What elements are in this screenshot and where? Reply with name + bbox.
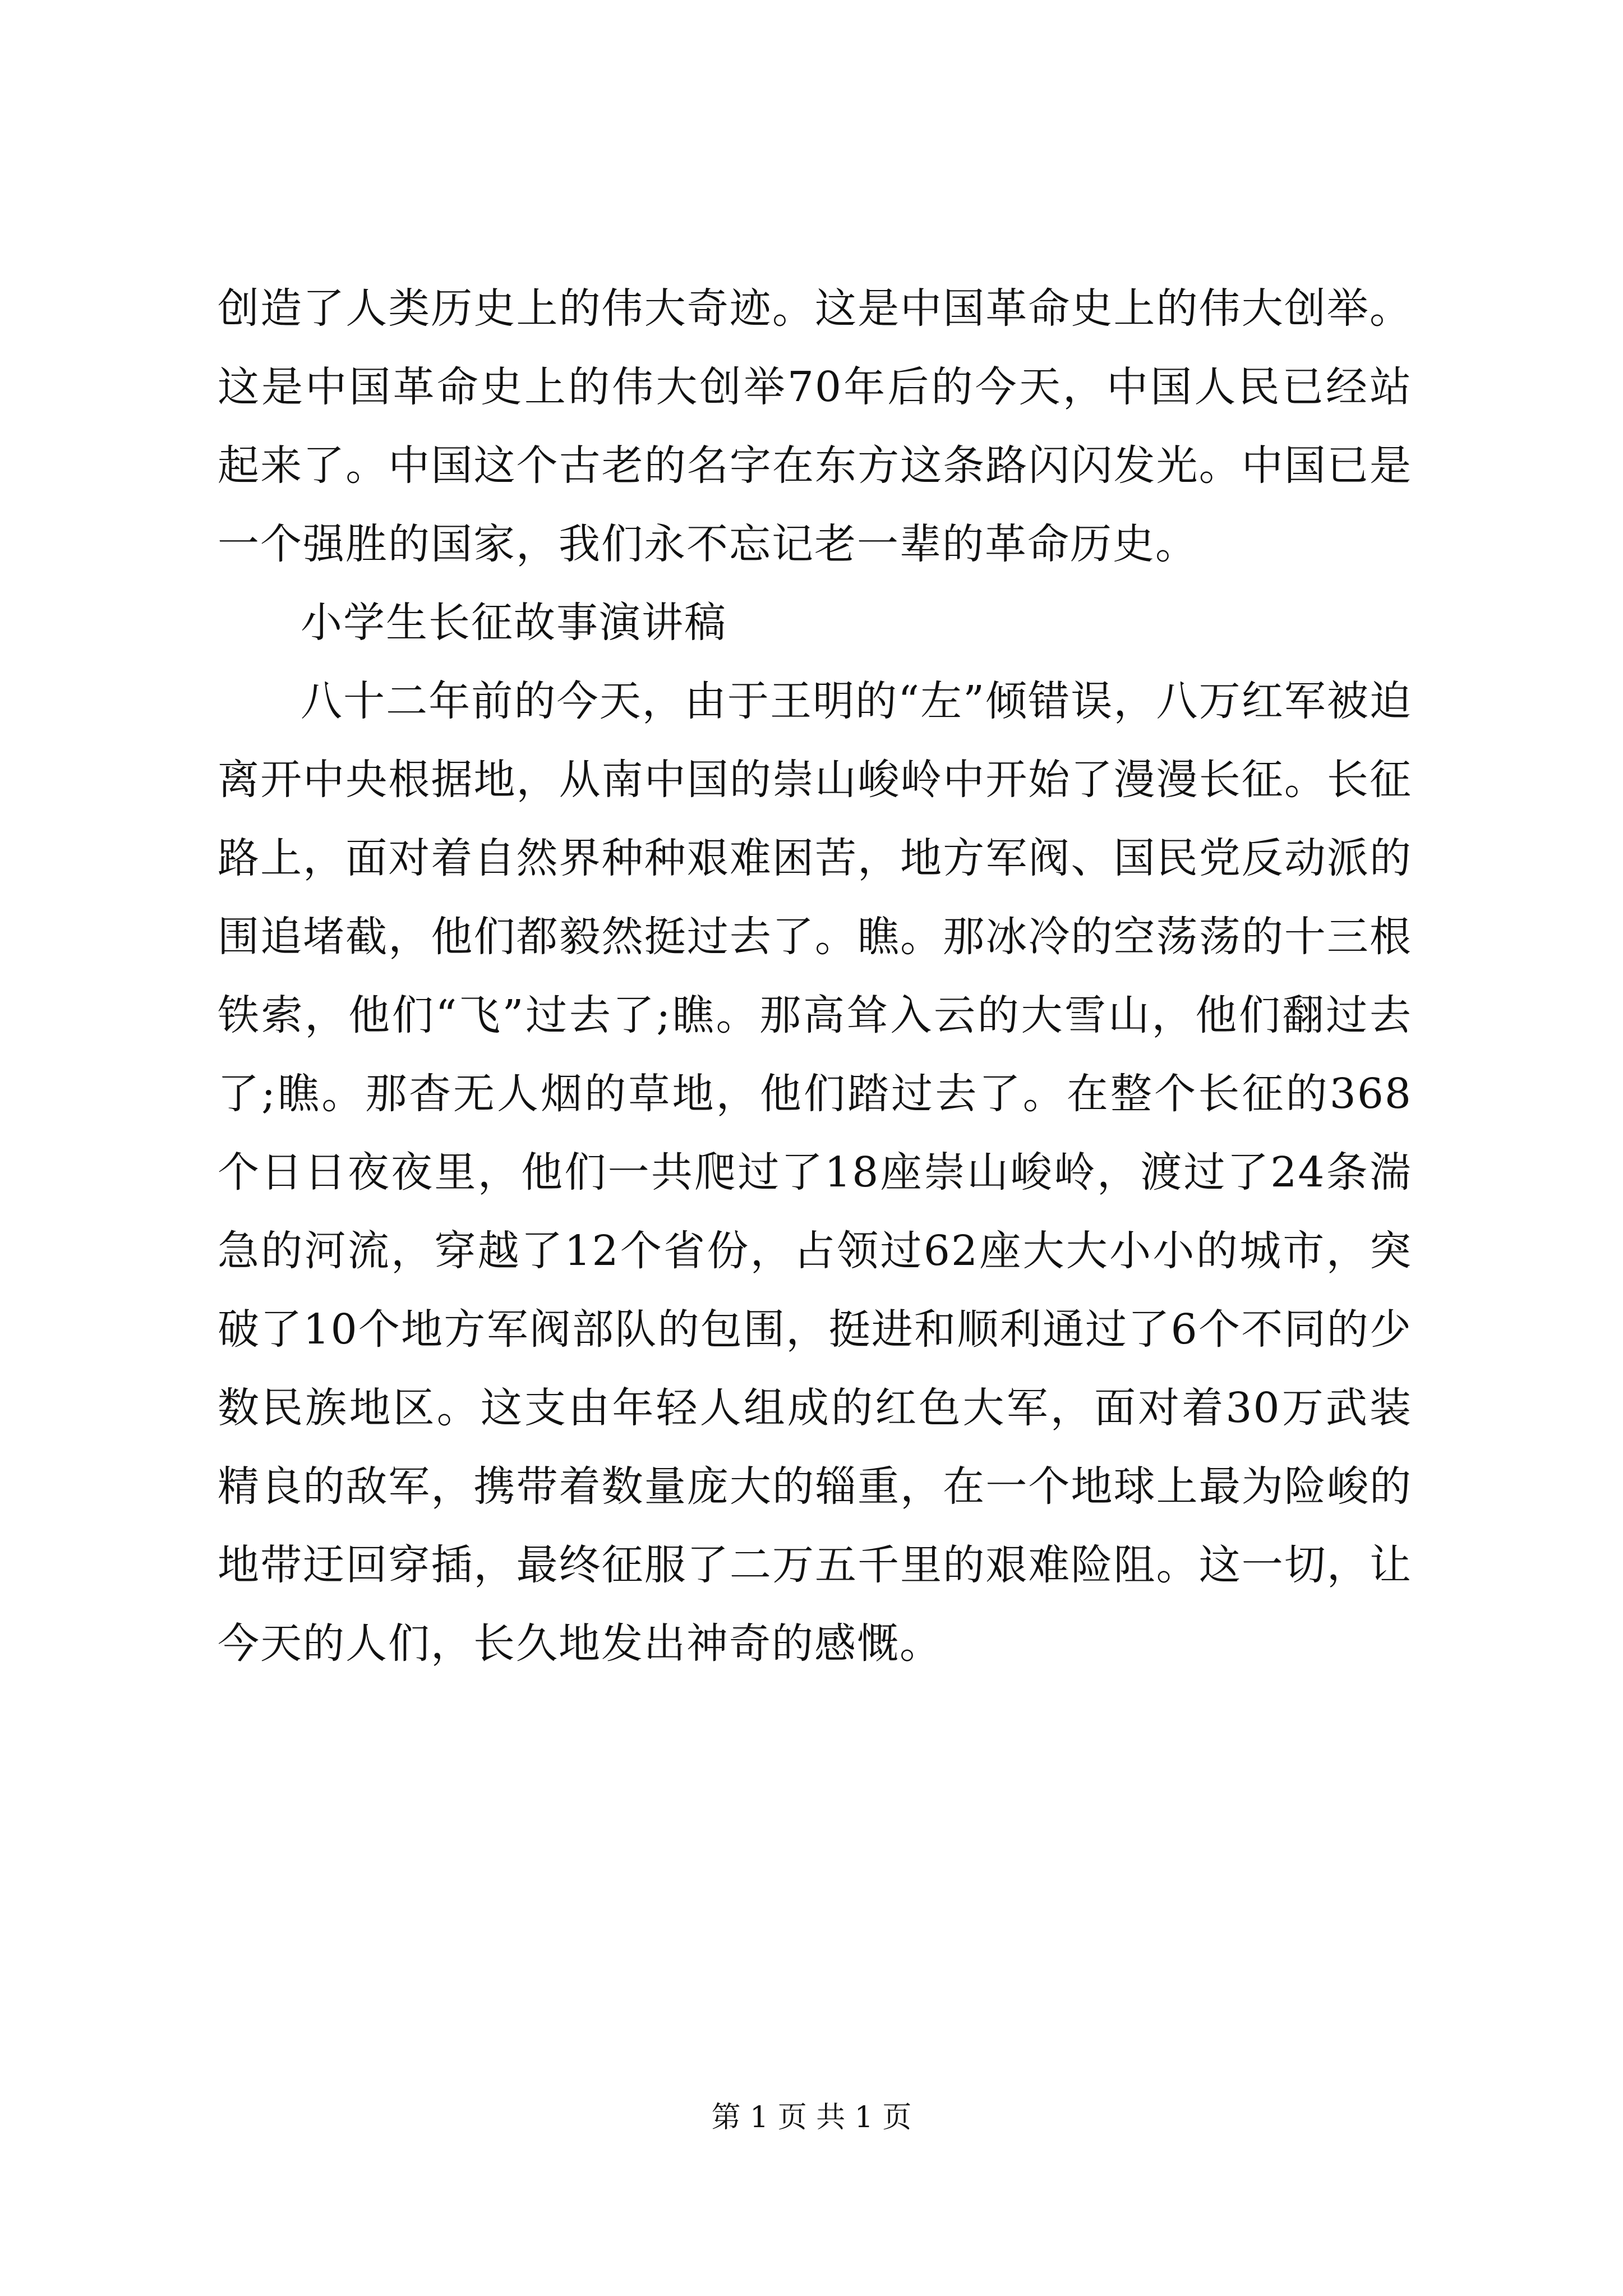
section-heading: 小学生长征故事演讲稿 [301, 599, 727, 647]
paragraph-speech: 八十二年前的今天，由于王明的“左”倾错误，八万红军被迫离开中央根据地，从南中国的崇山峻岭中开始了漫漫长征。长征路上，面对着自然界种种艰难困苦，地方军阀、国民党反动派的围追堵截，他们都毅然挺过去了。瞧。那冰冷的空荡荡的十三根铁索，他们“飞”过去了;瞧。那高耸入云的大雪山，他们翻过去了;瞧。那杳无人烟的草地，他们踏过去了。在整个长征的368个日日夜夜里，他们一共爬过了18座崇山峻岭，渡过了24条湍急的河流，穿越了12个省份，占领过62座大大小小的城市，突破了10个地方军阀部队的包围，挺进和顺利通过了6个不同的少数民族地区。这支由年轻人组成的红色大军，面对着30万武装精良的敌军，携带着数量庞大的辎重，在一个地球上最为险峻的地带迂回穿插，最终征服了二万五千里的艰难险阻。这一切，让今天的人们，长久地发出神奇的感慨。 [218, 677, 1412, 1668]
page-number-footer: 第 1 页 共 1 页 [711, 2101, 912, 2134]
document-body [218, 269, 1412, 1683]
paragraph-continuation: 创造了人类历史上的伟大奇迹。这是中国革命史上的伟大创举。这是中国革命史上的伟大创举70年后的今天，中国人民已经站起来了。中国这个古老的名字在东方这条路闪闪发光。中国已是一个强胜的国家，我们永不忘记老一辈的革命历史。 [218, 284, 1412, 568]
